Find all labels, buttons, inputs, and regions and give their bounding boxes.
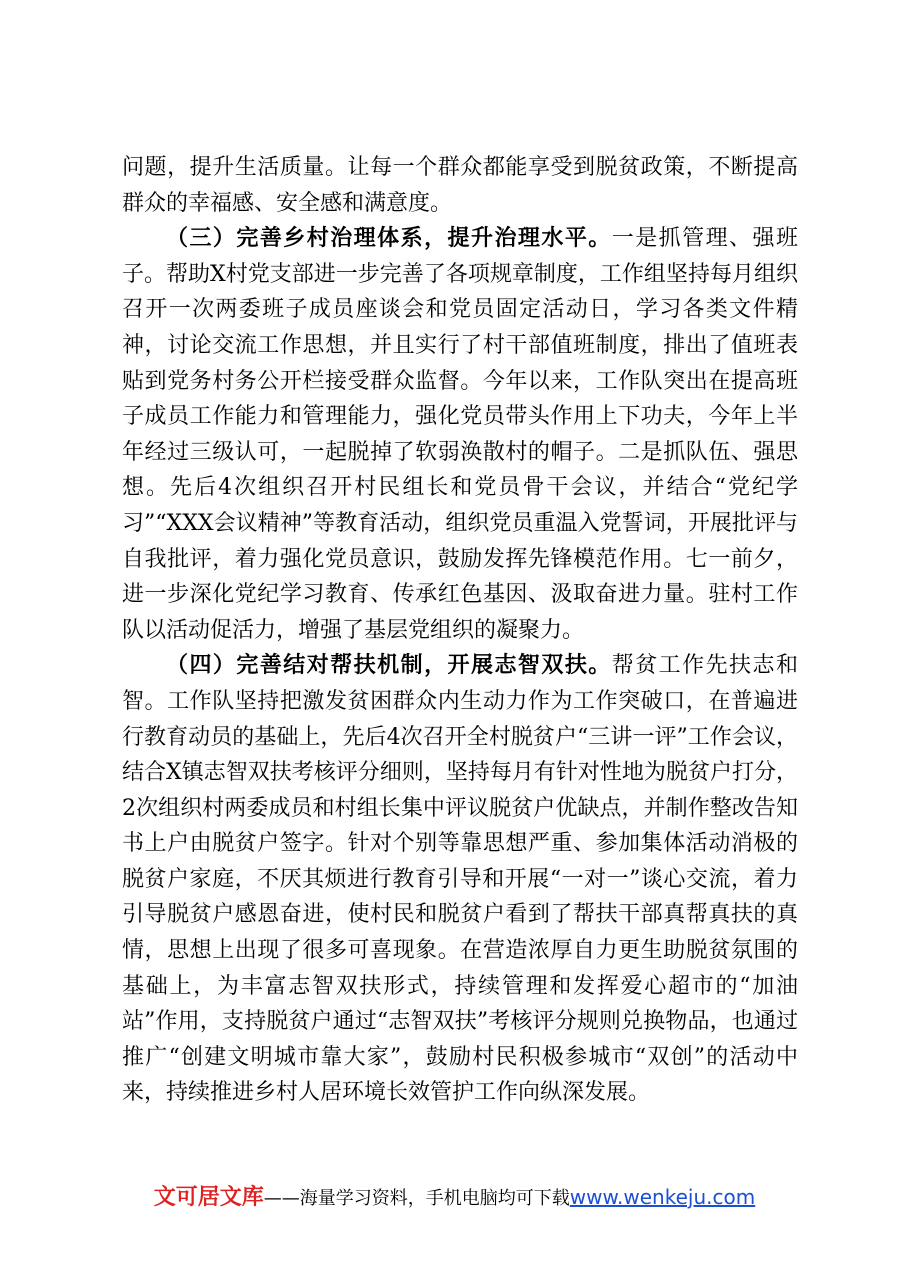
section-text-4: 帮贫工作先扶志和智。工作队坚持把激发贫困群众内生动力作为工作突破口，在普遍进行教育动员的基础上，先后4次召开全村脱贫户“三讲一评”工作会议，结合X镇志智双扶考核评分细则，坚持每月有针对性地为脱贫户打分，2次组织村两委成员和村组长集中评议脱贫户优缺点，并制作整改告知书上户由脱贫户签字。针对个别等靠思想严重、参加集体活动消极的脱贫户家庭，不厌其烦进行教育引导和开展“一对一”谈心交流，着力引导脱贫户感恩奋进，使村民和脱贫户看到了帮扶干部真帮真扶的真情，思想上出现了很多可喜现象。在营造浓厚自力更生助脱贫氛围的基础上，为丰富志智双扶形式，持续管理和发挥爱心超市的“加油站”作用，支持脱贫户通过“志智双扶”考核评分规则兑换物品，也通过推广“创建文明城市靠大家”，鼓励村民积极参城市“双创”的活动中来，持续推进乡村人居环境长效管护工作向纵深发展。 [122,653,798,1106]
paragraph-1: 问题，提升生活质量。让每一个群众都能享受到脱贫政策，不断提高群众的幸福感、安全感和满意度。 [122,155,798,216]
section-heading-3: （三）完善乡村治理体系，提升治理水平。 [166,225,612,252]
section-heading-4: （四）完善结对帮扶机制，开展志智双扶。 [166,652,612,679]
section-text-3: 一是抓管理、强班子。帮助X村党支部进一步完善了各项规章制度，工作组坚持每月组织召开一次两委班子成员座谈会和党员固定活动日，学习各类文件精神，讨论交流工作思想，并且实行了村干部值班制度，排出了值班表贴到党务村务公开栏接受群众监督。今年以来，工作队突出在提高班子成员工作能力和管理能力，强化党员带头作用上下功夫，今年上半年经过三级认可，一起脱掉了软弱涣散村的帽子。二是抓队伍、强思想。先后4次组织召开村民组长和党员骨干会议，并结合“党纪学习”“XXX会议精神”等教育活动，组织党员重温入党誓词，开展批评与自我批评，着力强化党员意识，鼓励发挥先锋模范作用。七一前夕，进一步深化党纪学习教育、传承红色基因、汲取奋进力量。驻村工作队以活动促活力，增强了基层党组织的凝聚力。 [122,226,798,643]
footer-url-link[interactable]: www.wenkeju.com [569,1185,756,1209]
paragraph-2 [122,221,798,648]
paragraph-3 [122,648,798,1111]
footer-slogan: ——海量学习资料，手机电脑均可下载 [263,1188,570,1209]
document-body [122,150,798,1111]
footer-banner [0,1180,909,1211]
footer-brand: 文可居文库 [153,1185,264,1210]
